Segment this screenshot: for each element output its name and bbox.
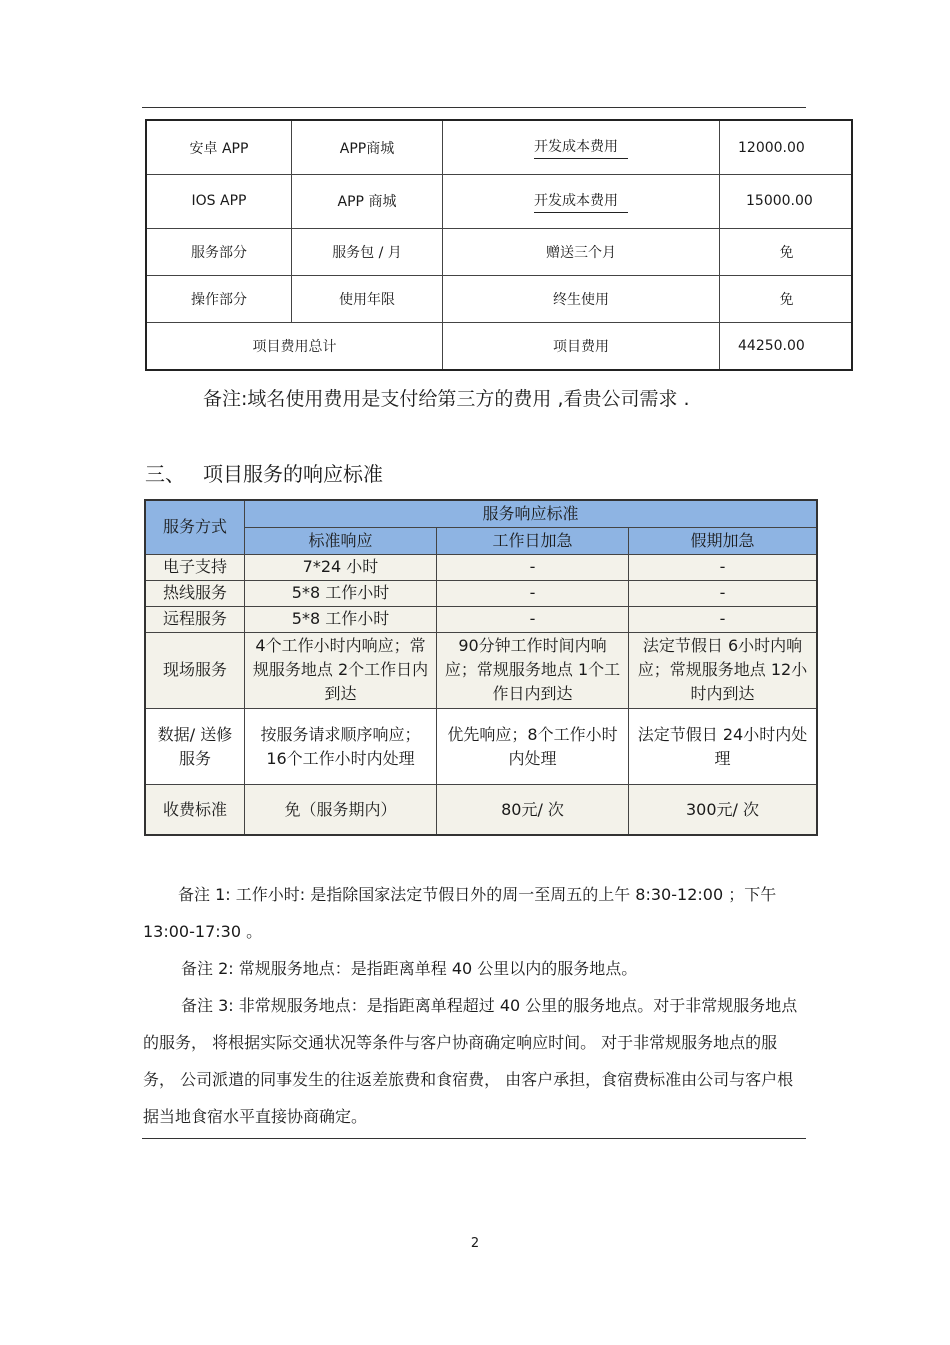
- cell-value: -: [437, 580, 629, 606]
- row-label: 收费标准: [145, 785, 245, 835]
- header-rule: [142, 107, 806, 108]
- cell-item: 服务部分: [146, 228, 292, 275]
- section-heading: [145, 458, 383, 487]
- domain-note: 备注:域名使用费用是支付给第三方的费用 ,看贵公司需求 .: [203, 388, 690, 410]
- table-row: [146, 175, 852, 229]
- cell-value: 5*8 工作小时: [245, 606, 437, 632]
- header-response-standard: 服务响应标准: [245, 500, 818, 527]
- cell-desc: 终生使用: [443, 275, 720, 322]
- row-label: 现场服务: [145, 632, 245, 708]
- row-label: 电子支持: [145, 554, 245, 580]
- cell-channel: 服务包 / 月: [292, 228, 443, 275]
- cell-item: 安卓 APP: [146, 120, 292, 175]
- header-row: [145, 527, 817, 554]
- cell-item: IOS APP: [146, 175, 292, 229]
- table-row: [146, 275, 852, 322]
- response-table: [144, 499, 818, 836]
- table-row: [145, 785, 817, 835]
- cell-total-label: 项目费用总计: [146, 322, 443, 370]
- cell-amount: 15000.00: [720, 175, 853, 229]
- cell-desc-text: 开发成本费用: [534, 190, 628, 213]
- table-row: [146, 120, 852, 175]
- table-row: [146, 228, 852, 275]
- table-row: [145, 709, 817, 785]
- cell-channel: APP 商城: [292, 175, 443, 229]
- cell-channel: 使用年限: [292, 275, 443, 322]
- footer-rule: [142, 1138, 806, 1139]
- cell-amount: 免: [720, 228, 853, 275]
- header-row: [145, 500, 817, 527]
- header-workday-urgent: 工作日加急: [437, 527, 629, 554]
- header-service-method: 服务方式: [145, 500, 245, 554]
- cell-value: -: [629, 554, 818, 580]
- cell-item: 操作部分: [146, 275, 292, 322]
- cell-value: -: [437, 554, 629, 580]
- cost-table: [145, 119, 853, 371]
- table-row: [145, 606, 817, 632]
- table-row: [145, 580, 817, 606]
- cell-channel: APP商城: [292, 120, 443, 175]
- cell-value: 7*24 小时: [245, 554, 437, 580]
- table-row-total: [146, 322, 852, 370]
- row-label: 远程服务: [145, 606, 245, 632]
- cell-value: -: [629, 606, 818, 632]
- cell-value: 90分钟工作时间内响应；常规服务地点 1个工作日内到达: [437, 632, 629, 708]
- cell-value: -: [629, 580, 818, 606]
- cell-value: 300元/ 次: [629, 785, 818, 835]
- row-label: 数据/ 送修服务: [145, 709, 245, 785]
- cell-amount: 12000.00: [720, 120, 853, 175]
- header-standard: 标准响应: [245, 527, 437, 554]
- page-number: 2: [470, 1236, 480, 1251]
- cell-value: 5*8 工作小时: [245, 580, 437, 606]
- table-row: [145, 632, 817, 708]
- cell-total-amount: 44250.00: [720, 322, 853, 370]
- cell-value: 优先响应；8个工作小时内处理: [437, 709, 629, 785]
- cell-desc: [443, 120, 720, 175]
- section-number: 三、: [145, 462, 185, 486]
- cell-value: 80元/ 次: [437, 785, 629, 835]
- cell-value: -: [437, 606, 629, 632]
- table-row: [145, 554, 817, 580]
- cell-desc-text: 开发成本费用: [534, 136, 628, 159]
- row-label: 热线服务: [145, 580, 245, 606]
- note-2: 备注 2: 常规服务地点：是指距离单程 40 公里以内的服务地点。: [181, 959, 638, 978]
- cell-value: 法定节假日 24小时内处理: [629, 709, 818, 785]
- cell-total-desc: 项目费用: [443, 322, 720, 370]
- note-1: 备注 1: 工作小时: 是指除国家法定节假日外的周一至周五的上午 8:30-12:00 ；下午 13:00-17:30 。: [143, 885, 777, 941]
- cell-value: 法定节假日 6小时内响应；常规服务地点 12小时内到达: [629, 632, 818, 708]
- cell-value: 按服务请求顺序响应； 16个工作小时内处理: [245, 709, 437, 785]
- cell-desc: 赠送三个月: [443, 228, 720, 275]
- cell-value: 4个工作小时内响应；常规服务地点 2个工作日内到达: [245, 632, 437, 708]
- cell-amount: 免: [720, 275, 853, 322]
- cell-desc: [443, 175, 720, 229]
- cell-value: 免（服务期内）: [245, 785, 437, 835]
- header-holiday-urgent: 假期加急: [629, 527, 818, 554]
- note-3: 备注 3: 非常规服务地点：是指距离单程超过 40 公里的服务地点。对于非常规服务地点的服务， 将根据实际交通状况等条件与客户协商确定响应时间。 对于非常规服务地点的服务， 公司派遣的同事发生的往返差旅费和食宿费， 由客户承担，食宿费标准由公司与客户根据当地食宿水平直接协商确定。: [143, 996, 798, 1126]
- section-title: 项目服务的响应标准: [203, 462, 383, 486]
